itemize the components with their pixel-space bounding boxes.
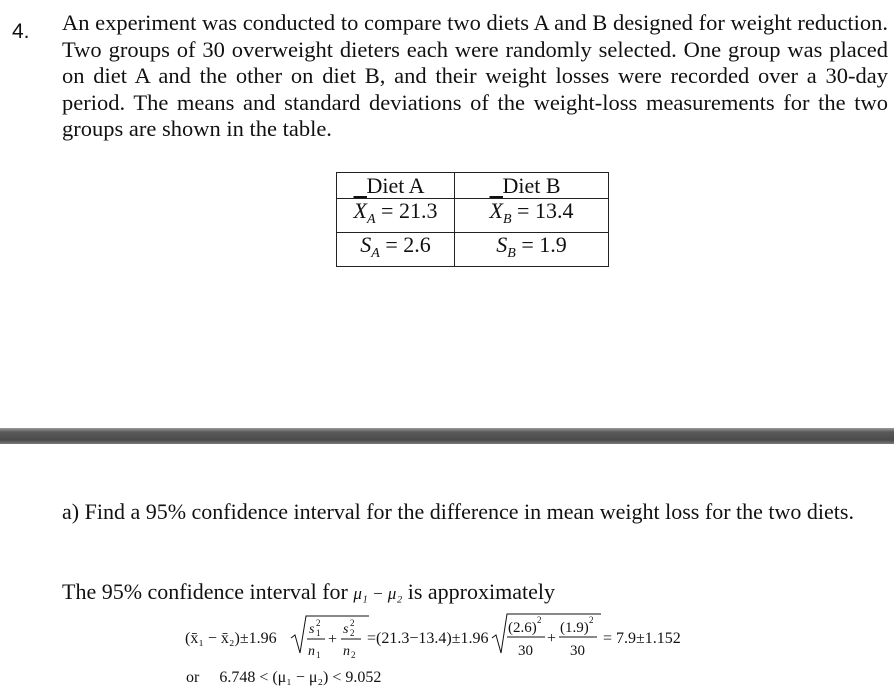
mean-a-cell	[337, 199, 455, 233]
or-label: or	[186, 669, 200, 686]
mean-a-subscript: A	[366, 212, 376, 227]
ci-intro-symbol: μ₁ − μ₂	[353, 584, 403, 603]
frac2-num-sq: 2	[350, 618, 355, 628]
frac3-num: (2.6)	[508, 620, 537, 636]
plus-2: +	[547, 630, 557, 647]
sd-b-cell	[455, 233, 609, 267]
sd-a-value: = 2.6	[385, 232, 431, 257]
sd-b-value: = 1.9	[521, 232, 567, 257]
ci-intro-text: The 95% confidence interval for	[62, 579, 348, 604]
formula-middle: =(21.3−13.4)±1.96	[367, 630, 489, 647]
diet-stats-table	[336, 172, 609, 267]
frac4-den: 30	[570, 643, 585, 659]
table-header-row	[337, 173, 609, 199]
mean-b-subscript: B	[502, 212, 512, 227]
frac2-num-s: s	[343, 622, 349, 637]
mean-a-symbol: $\overline{X}$	[353, 198, 367, 223]
frac1-num-sub: 1	[316, 628, 321, 638]
section-divider	[0, 428, 894, 444]
mean-a-value: = 21.3	[381, 198, 438, 223]
ci-intro-line	[62, 579, 555, 605]
sd-row	[337, 233, 609, 267]
sd-a-symbol: S	[360, 232, 372, 257]
sd-a-cell	[337, 233, 455, 267]
frac1-num-sq: 2	[316, 618, 321, 628]
header-diet-b: Diet B	[455, 173, 609, 199]
mean-b-cell	[455, 199, 609, 233]
formula-lhs: (x̄₁ − x̄₂)±1.96	[185, 630, 277, 647]
sd-a-subscript: A	[371, 246, 380, 261]
frac4-num-sq: 2	[589, 615, 594, 625]
question-number: 4.	[12, 20, 30, 43]
frac2-den-n: n	[343, 644, 350, 659]
frac2-num-sub: 2	[350, 628, 355, 638]
mean-b-symbol: $\overline{X}$	[489, 198, 503, 223]
mean-row	[337, 199, 609, 233]
mean-b-value: = 13.4	[517, 198, 574, 223]
part-a-question: a) Find a 95% confidence interval for the difference in mean weight loss for the two diets.	[62, 499, 854, 524]
frac3-num-sq: 2	[537, 615, 542, 625]
problem-statement: An experiment was conducted to compare two diets A and B designed for weight reduction. Two groups of 30 overweight dieters each were randomly selected. One group was placed on diet A and the other on diet B, and their weight losses were recorded over a 30-day period. The means and standard deviations of the weight-loss measurements for the two groups are shown in the table.	[62, 10, 888, 141]
ci-inequality	[186, 669, 381, 687]
frac3-den: 30	[518, 643, 533, 659]
frac1-den-n: n	[308, 644, 315, 659]
frac4-num: (1.9)	[560, 620, 589, 636]
sd-b-subscript: B	[507, 246, 516, 261]
plus-1: +	[328, 631, 338, 648]
frac2-den-sub: 2	[351, 650, 356, 660]
formula-result: = 7.9±1.152	[603, 630, 681, 647]
inequality-text: 6.748 < (μ₁ − μ₂) < 9.052	[219, 669, 382, 686]
sd-b-symbol: S	[496, 232, 508, 257]
ci-formula	[185, 612, 745, 662]
ci-intro-tail: is approximately	[407, 579, 555, 604]
header-diet-a: Diet A	[337, 173, 455, 199]
frac1-num-s: s	[309, 622, 315, 637]
frac1-den-sub: 1	[316, 650, 321, 660]
